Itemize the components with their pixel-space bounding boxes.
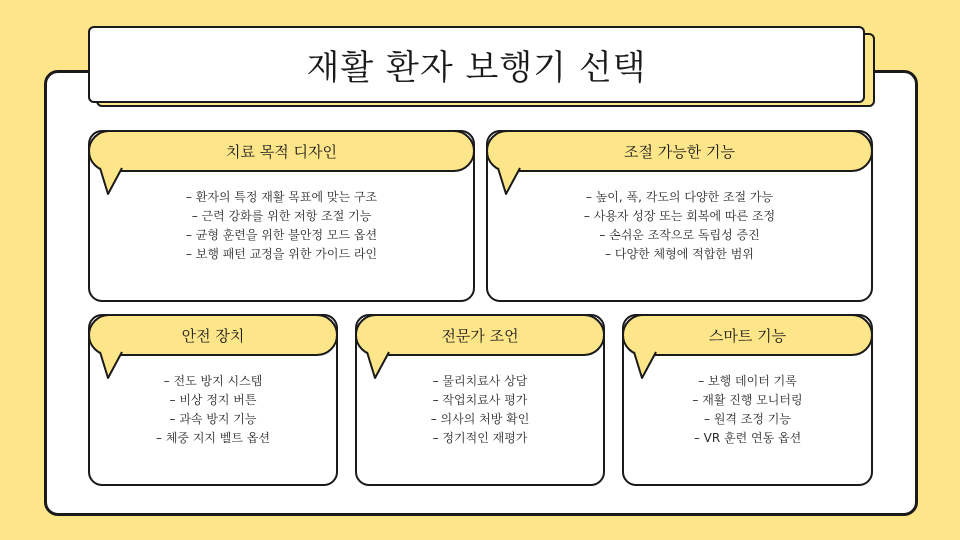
list-item: – 전도 방지 시스템	[163, 374, 263, 388]
card-header	[355, 314, 605, 356]
card-body	[357, 372, 603, 448]
card-body	[90, 188, 473, 264]
list-item: – 비상 정지 버튼	[169, 393, 257, 407]
list-item: – 균형 훈련을 위한 불안정 모드 옵션	[185, 228, 378, 242]
list-item: – 다양한 체형에 적합한 범위	[605, 247, 754, 261]
card-header	[622, 314, 873, 356]
card-header	[88, 130, 475, 172]
page-title: 재활 환자 보행기 선택	[306, 48, 647, 88]
list-item: – 재활 진행 모니터링	[692, 393, 803, 407]
list-item: – 의사의 처방 확인	[430, 412, 530, 426]
card-smart-features	[622, 314, 873, 486]
list-item: – 정기적인 재평가	[432, 431, 528, 445]
list-item: – 체중 지지 벨트 옵션	[156, 431, 270, 445]
list-item: – 작업치료사 평가	[432, 393, 528, 407]
card-header	[88, 314, 338, 356]
card-therapy-design	[88, 130, 475, 302]
card-header-label: 조절 가능한 기능	[624, 142, 735, 161]
card-body	[624, 372, 871, 448]
list-item: – 근력 강화를 위한 저항 조절 기능	[191, 209, 372, 223]
list-item: – 사용자 성장 또는 회복에 따른 조정	[583, 209, 776, 223]
list-item: – 높이, 폭, 각도의 다양한 조절 가능	[585, 190, 774, 204]
card-safety-devices	[88, 314, 338, 486]
title-box	[88, 26, 865, 103]
card-body	[488, 188, 871, 264]
list-item: – 환자의 특정 재활 목표에 맞는 구조	[185, 190, 378, 204]
card-header-label: 치료 목적 디자인	[226, 142, 337, 161]
list-item: – 물리치료사 상담	[432, 374, 528, 388]
list-item: – 보행 패턴 교정을 위한 가이드 라인	[185, 247, 378, 261]
card-header-label: 스마트 기능	[708, 326, 787, 345]
card-header-label: 안전 장치	[181, 326, 245, 345]
card-header	[486, 130, 873, 172]
list-item: – VR 훈련 연동 옵션	[693, 431, 802, 445]
list-item: – 과속 방지 기능	[169, 412, 257, 426]
card-expert-advice	[355, 314, 605, 486]
card-body	[90, 372, 336, 448]
card-header-label: 전문가 조언	[441, 326, 519, 345]
card-adjustable-features	[486, 130, 873, 302]
list-item: – 손쉬운 조작으로 독립성 증진	[599, 228, 760, 242]
list-item: – 보행 데이터 기록	[698, 374, 797, 388]
list-item: – 원격 조정 기능	[704, 412, 791, 426]
